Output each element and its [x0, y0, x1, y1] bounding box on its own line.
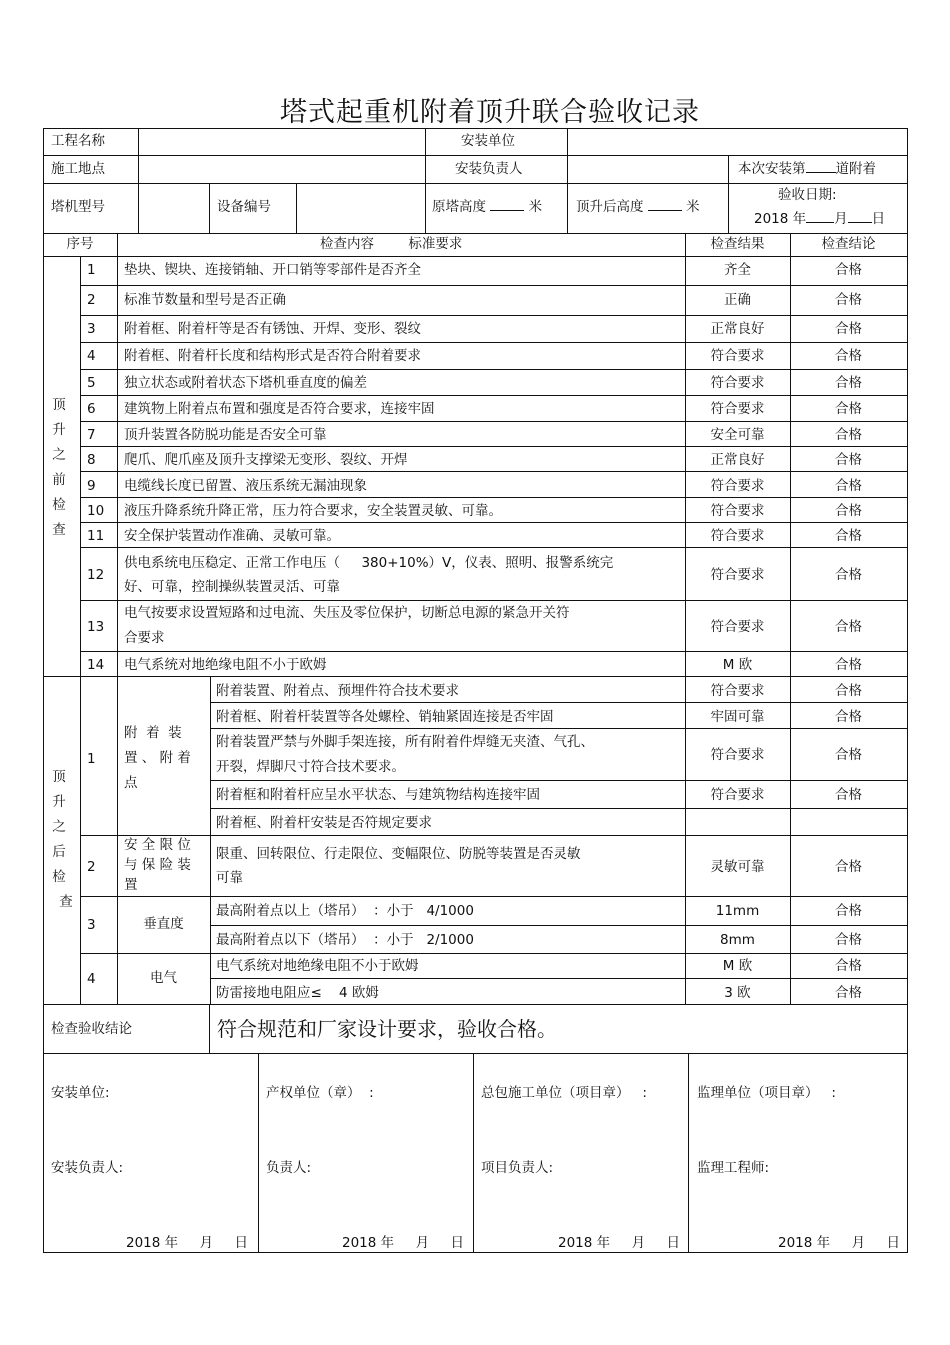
- install-unit-label: 安装单位: [461, 133, 515, 149]
- orig-height: 原塔高度 米: [432, 199, 543, 215]
- page-title: 塔式起重机附着顶升联合验收记录: [280, 97, 700, 128]
- install-count: 本次安装第 道附着: [738, 161, 876, 177]
- signature-unit: 总包施工单位（项目章） :: [481, 1085, 647, 1101]
- project-name-label: 工程名称: [51, 133, 105, 149]
- site-label: 施工地点: [51, 161, 105, 177]
- signature-person: 安装负责人:: [51, 1160, 124, 1176]
- signature-person: 监理工程师:: [697, 1160, 770, 1176]
- accept-date: 2018 年 月 日: [754, 211, 886, 227]
- signature-date: 2018 年 月 日: [342, 1235, 465, 1251]
- conclusion-label: 检查验收结论: [51, 1021, 132, 1037]
- accept-date-label: 验收日期:: [778, 187, 837, 203]
- col-content: 检查内容 标准要求: [320, 236, 463, 252]
- col-conclusion: 检查结论: [821, 236, 876, 252]
- signature-date: 2018 年 月 日: [558, 1235, 681, 1251]
- after-height: 顶升后高度 米: [576, 199, 700, 215]
- signature-date: 2018 年 月 日: [126, 1235, 249, 1251]
- col-no: 序号: [66, 236, 94, 252]
- signature-date: 2018 年 月 日: [778, 1235, 901, 1251]
- signature-person: 负责人:: [266, 1160, 312, 1176]
- install-leader-label: 安装负责人: [455, 161, 523, 177]
- signature-person: 项目负责人:: [481, 1160, 554, 1176]
- conclusion-text: 符合规范和厂家设计要求，验收合格。: [217, 1017, 557, 1041]
- signature-unit: 产权单位（章） :: [266, 1085, 374, 1101]
- col-result: 检查结果: [710, 236, 765, 252]
- signature-unit: 安装单位:: [51, 1085, 110, 1101]
- crane-model-label: 塔机型号: [51, 199, 105, 215]
- signature-unit: 监理单位（项目章） :: [697, 1085, 836, 1101]
- device-no-label: 设备编号: [217, 199, 271, 215]
